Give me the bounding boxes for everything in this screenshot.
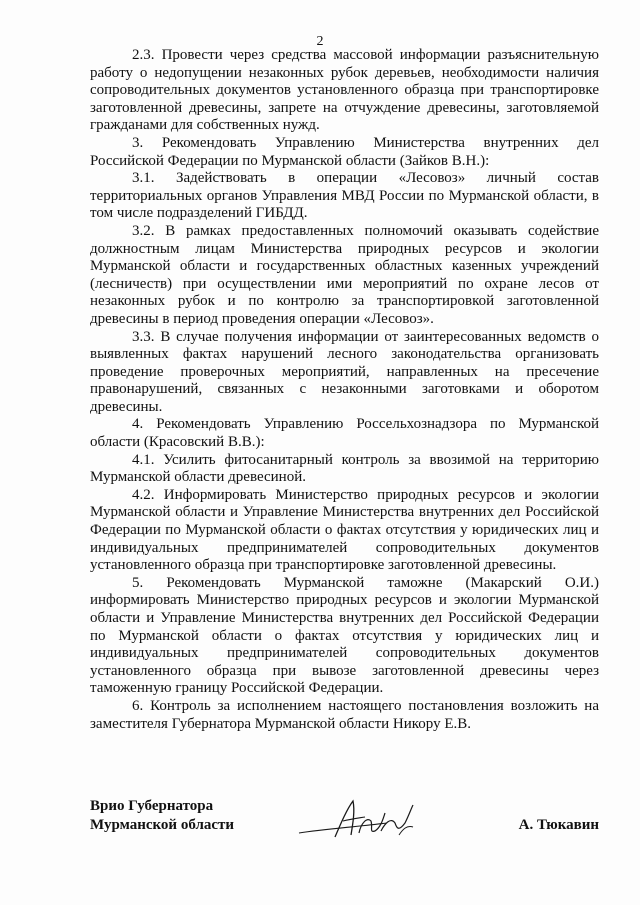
paragraph-4-1: 4.1. Усилить фитосанитарный контроль за ввозимой на территорию Мурманской области древесиной. [90, 451, 599, 486]
signatory-name: А. Тюкавин [518, 817, 599, 833]
signature-block [90, 797, 599, 847]
paragraph-2-3: 2.3. Провести через средства массовой информации разъяснительную работу о недопущении незаконных рубок деревьев, необходимости наличия сопроводительных документов установленного образца при транспортировке заготовленной древесины, запрете на отчуждение древесины, заготовляемой гражданами для собственных нужд. [90, 47, 599, 134]
paragraph-5: 5. Рекомендовать Мурманской таможне (Макарский О.И.) информировать Министерство природных ресурсов и экологии Мурманской области и Управление Министерства внутренних дел Российской Федерации по Мурманской области о фактах отсутствия у юридических лиц и индивидуальных предпринимателей сопроводительных документов установленного образца при вывозе заготовленной древесины через таможенную границу Российской Федерации. [90, 574, 599, 697]
document-body [90, 47, 599, 733]
paragraph-4: 4. Рекомендовать Управлению Россельхознадзора по Мурманской области (Красовский В.В.): [90, 416, 599, 451]
paragraph-3-3: 3.3. В случае получения информации от заинтересованных ведомств о выявленных фактах нарушений лесного законодательства организовать проведение проверочных мероприятий, направленных на пресечение правонарушений, связанных с незаконными заготовками и оборотом древесины. [90, 328, 599, 415]
paragraph-6: 6. Контроль за исполнением настоящего постановления возложить на заместителя Губернатора Мурманской области Никору Е.В. [90, 697, 599, 732]
paragraph-3-2: 3.2. В рамках предоставленных полномочий оказывать содействие должностным лицам Министерства природных ресурсов и экологии Мурманской области и государственных областных казенных учреждений (лесничеств) при осуществлении ими мероприятий по охране лесов от незаконных рубок и по контролю за транспортировкой заготовленной древесины в период проведения операции «Лесовоз». [90, 222, 599, 327]
page-number: 2 [316, 34, 324, 49]
signatory-title [90, 797, 234, 835]
paragraph-4-2: 4.2. Информировать Министерство природных ресурсов и экологии Мурманской области и Управление Министерства внутренних дел Российской Федерации по Мурманской области о фактах отсутствия у юридических лиц и индивидуальных предпринимателей сопроводительных документов установленного образца при транспортировке заготовленной древесины. [90, 486, 599, 574]
paragraph-3: 3. Рекомендовать Управлению Министерства внутренних дел Российской Федерации по Мурманской области (Зайков В.Н.): [90, 134, 599, 169]
paragraph-3-1: 3.1. Задействовать в операции «Лесовоз» личный состав территориальных органов Управления МВД России по Мурманской области, в том числе подразделений ГИБДД. [90, 170, 599, 222]
signatory-title-line-1: Врио Губернатора [90, 798, 214, 814]
handwritten-signature [295, 793, 435, 845]
signatory-title-line-2: Мурманской области [90, 817, 235, 833]
